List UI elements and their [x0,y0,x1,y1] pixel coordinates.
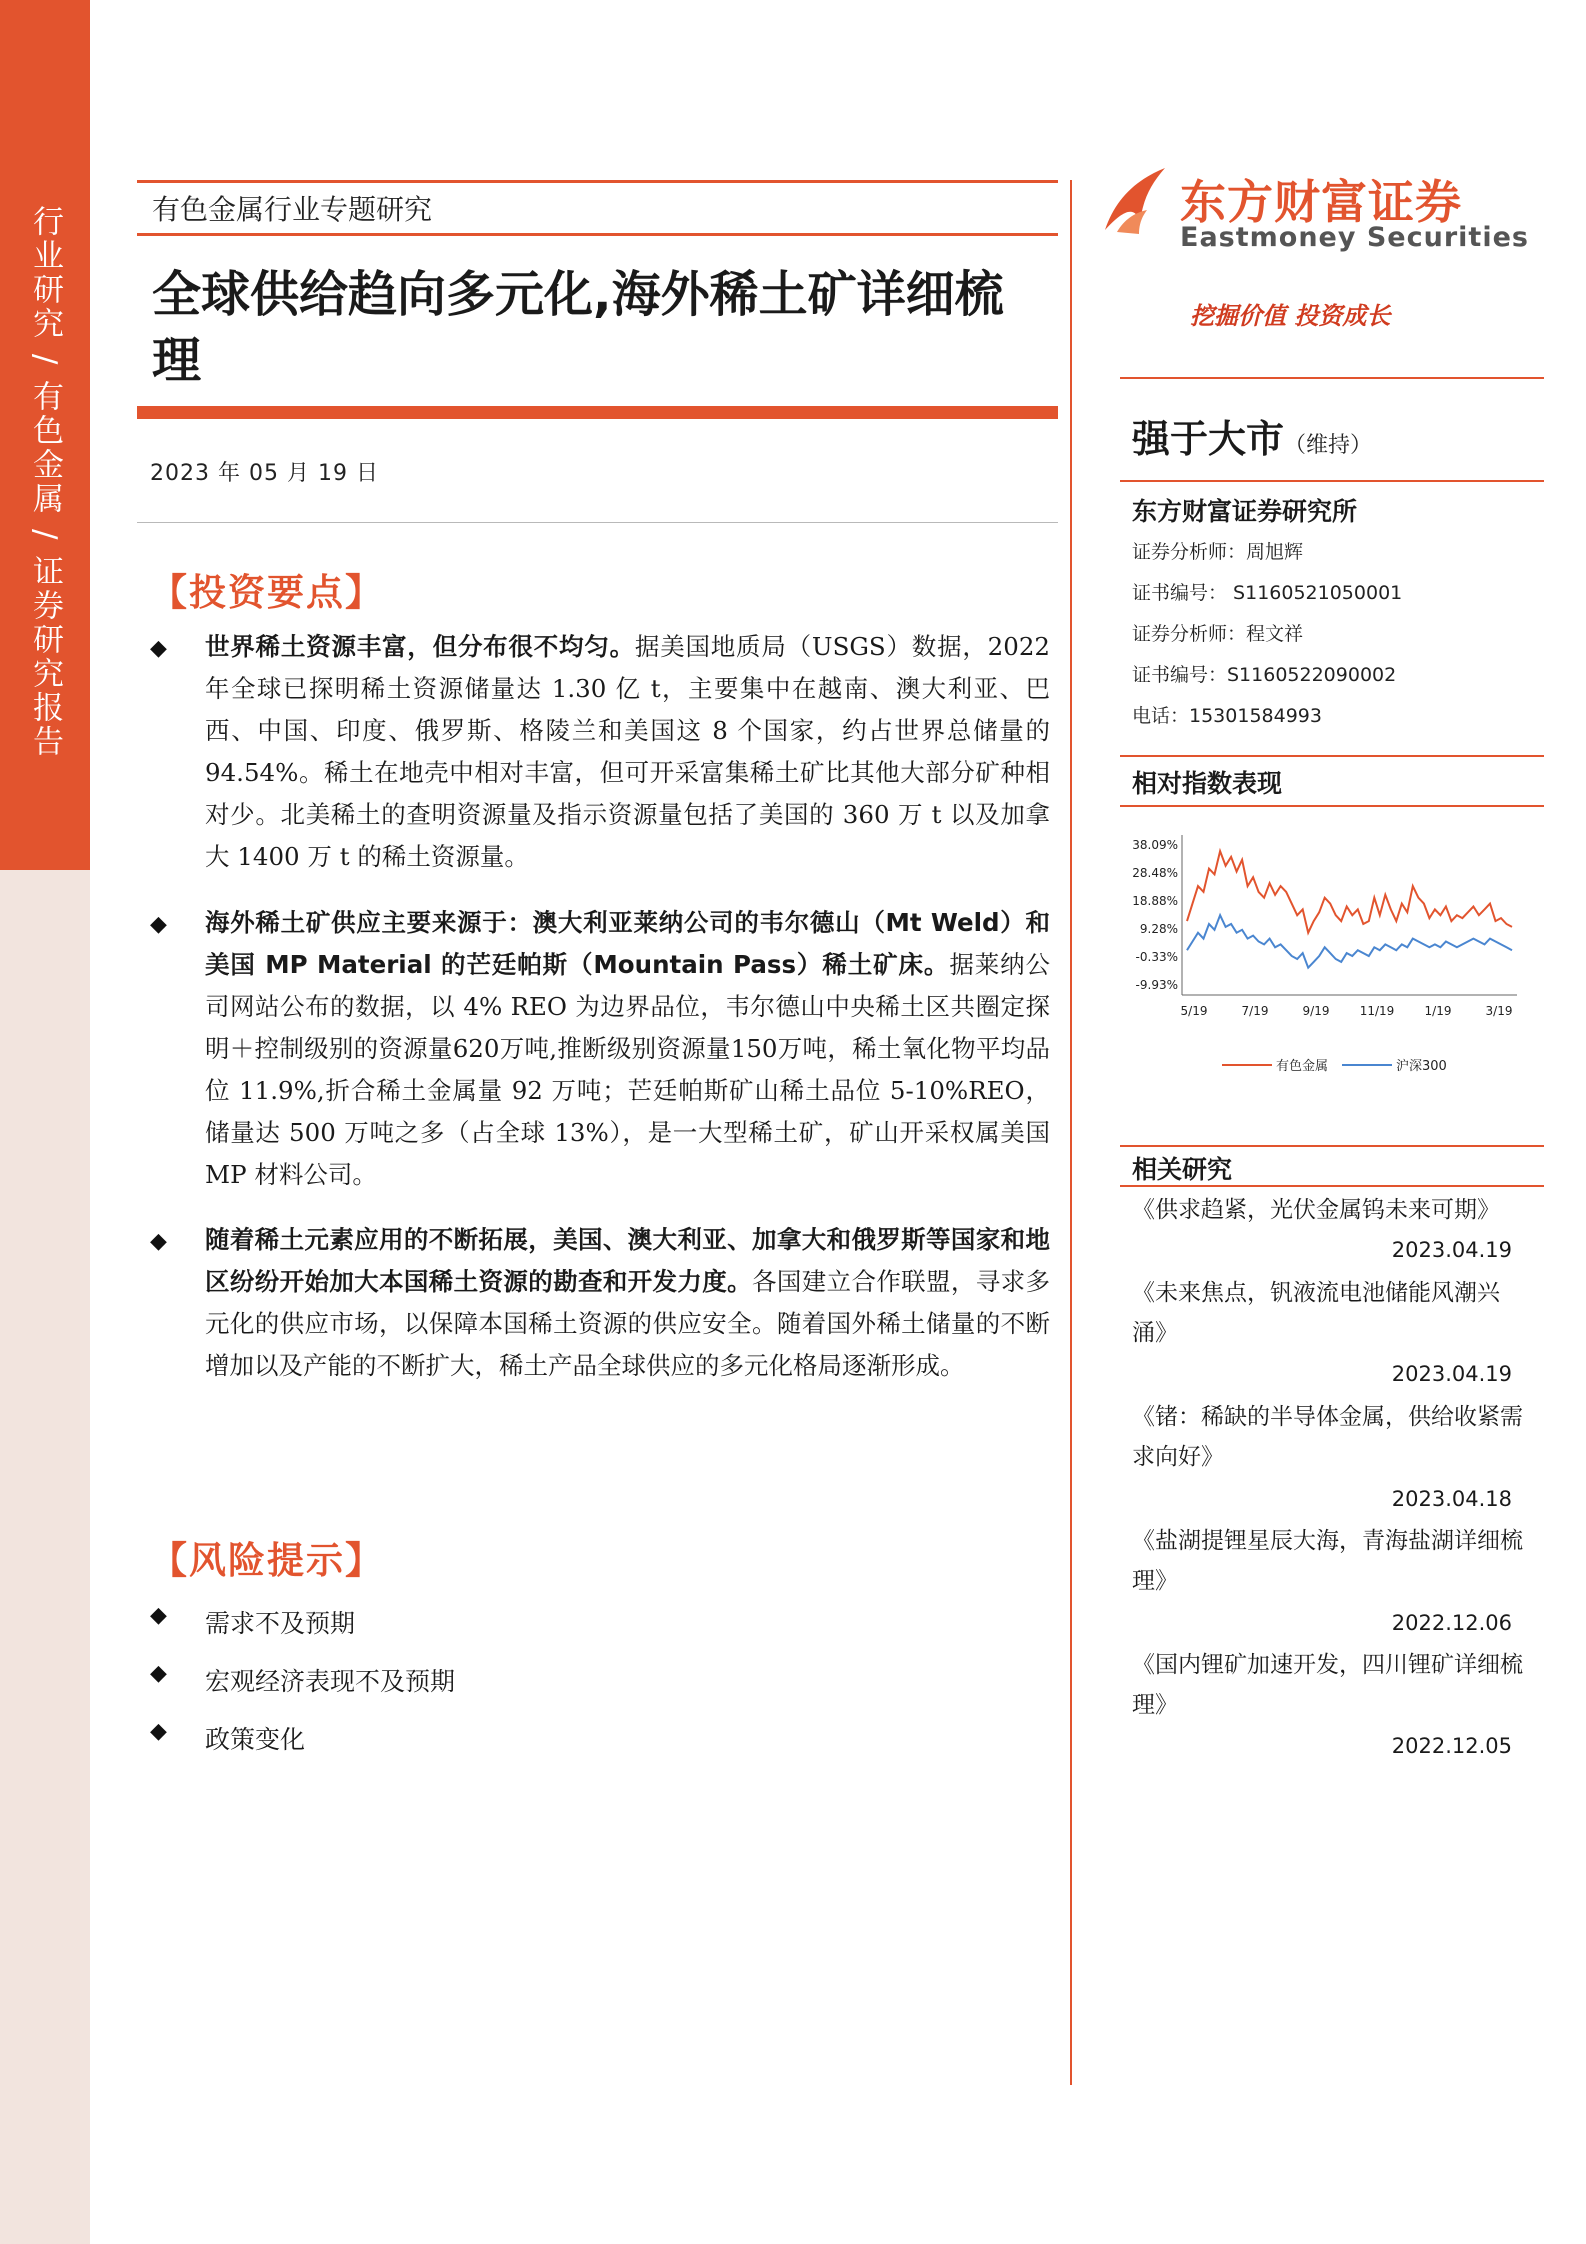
investment-point-2 [205,902,1050,1196]
brand-name-cn: 东方财富证券 [1180,175,1462,229]
diamond-bullet-icon: ◆ [150,636,167,661]
diamond-bullet-icon: ◆ [150,1661,167,1686]
analyst-line: 电话：15301584993 [1132,705,1322,727]
side-strip-light [0,870,90,2244]
right-rule [1120,480,1544,482]
series-line-有色金属 [1187,851,1512,933]
date-rule [137,522,1058,523]
brand-slogan: 挖掘价值 投资成长 [1190,302,1391,330]
right-rule [1120,755,1544,757]
y-tick-label: -9.93% [1135,978,1178,992]
diamond-bullet-icon: ◆ [150,1719,167,1744]
legend-label: 有色金属 [1276,1059,1329,1074]
brand-logo-icon [1095,160,1175,240]
risk-item: 需求不及预期 [205,1609,356,1638]
related-item-date: 2022.12.05 [1391,1734,1512,1758]
risk-item: 政策变化 [205,1725,306,1754]
chart-section-title: 相对指数表现 [1132,769,1283,798]
rating-value: 强于大市 [1132,417,1285,461]
institute-name: 东方财富证券研究所 [1132,497,1358,526]
y-tick-label: 18.88% [1132,894,1178,908]
investment-point-1 [205,626,1050,878]
point-3-body: 各国建立合作联盟，寻求多元化的供应市场，以保障本国稀土资源的供应安全。随着国外稀土储量的不断增加以及产能的不断扩大，稀土产品全球供应的多元化格局逐渐形成。 [205,1267,1050,1380]
x-tick-label: 3/19 [1485,1004,1513,1018]
column-divider [1070,180,1072,2085]
point-3-headline: 随着稀土元素应用的不断拓展，美国、澳大利亚、加拿大和俄罗斯等国家和地区纷纷开始加大本国稀土资源的勘查和开发力度。 [205,1225,1050,1296]
x-tick-label: 9/19 [1302,1004,1330,1018]
page-title: 全球供给趋向多元化,海外稀土矿详细梳理 [152,266,1004,389]
x-tick-label: 7/19 [1241,1004,1269,1018]
related-item-date: 2022.12.06 [1391,1611,1512,1635]
point-2-headline: 海外稀土矿供应主要来源于：澳大利亚莱纳公司的韦尔德山（Mt Weld）和美国 MP Material 的芒廷帕斯（Mountain Pass）稀土矿床。 [205,908,1050,979]
title-underline-bar [137,406,1058,419]
diamond-bullet-icon: ◆ [150,1603,167,1628]
x-tick-label: 5/19 [1180,1004,1208,1018]
related-item-title[interactable]: 《国内锂矿加速开发，四川锂矿详细梳理》 [1132,1652,1523,1718]
y-tick-label: -0.33% [1135,950,1178,964]
header-mid-rule [137,233,1058,236]
side-category-text: 行业研究 / 有色金属 / 证券研究报告 [27,205,63,760]
right-rule [1120,377,1544,379]
point-2-body: 据莱纳公司网站公布的数据，以 4% REO 为边界品位，韦尔德山中央稀土区共圈定探明＋控制级别的资源量620万吨,推断级别资源量150万吨，稀土氧化物平均品位 11.9%,折合稀土金属量 92 万吨；芒廷帕斯矿山稀土品位 5-10%REO，储量达 500 万吨之多（占全球 13%），是一大型稀土矿，矿山开采权属美国 MP 材料公司。 [205,950,1050,1189]
report-date: 2023 年 05 月 19 日 [150,461,379,486]
x-tick-label: 11/19 [1359,1004,1395,1018]
related-item-title[interactable]: 《供求趋紧，光伏金属钨未来可期》 [1132,1197,1500,1223]
analyst-line: 证书编号：S1160522090002 [1132,664,1397,686]
rating-note: （维持） [1284,433,1373,458]
y-tick-label: 9.28% [1139,922,1178,936]
point-1-headline: 世界稀土资源丰富，但分布很不均匀。 [205,632,635,661]
rating-label [1132,408,1372,463]
risk-section-title: 【风险提示】 [150,1539,384,1582]
right-rule [1120,1185,1544,1187]
legend-label: 沪深300 [1396,1059,1447,1074]
analyst-line: 证书编号： S1160521050001 [1132,582,1403,604]
series-line-沪深300 [1187,915,1512,968]
related-item-title[interactable]: 《锗：稀缺的半导体金属，供给收紧需求向好》 [1132,1404,1523,1470]
right-rule [1120,805,1544,807]
y-tick-label: 38.09% [1132,838,1178,852]
diamond-bullet-icon: ◆ [150,1229,167,1254]
relative-index-chart [1122,825,1542,1085]
y-tick-label: 28.48% [1132,866,1178,880]
related-section-title: 相关研究 [1132,1155,1233,1184]
report-category: 有色金属行业专题研究 [152,193,433,226]
analyst-line: 证券分析师：周旭辉 [1132,541,1304,563]
related-item-title[interactable]: 《未来焦点，钒液流电池储能风潮兴涌》 [1132,1280,1500,1346]
right-rule [1120,1145,1544,1147]
related-item-title[interactable]: 《盐湖提锂星辰大海，青海盐湖详细梳理》 [1132,1528,1523,1594]
investment-point-3 [205,1219,1050,1387]
header-top-rule [137,180,1058,183]
x-tick-label: 1/19 [1424,1004,1452,1018]
investment-section-title: 【投资要点】 [150,571,384,614]
related-item-date: 2023.04.19 [1391,1238,1512,1262]
point-1-body: 据美国地质局（USGS）数据，2022 年全球已探明稀土资源储量达 1.30 亿 t，主要集中在越南、澳大利亚、巴西、中国、印度、俄罗斯、格陵兰和美国这 8 个国家，约占世界总储量的 94.54%。稀土在地壳中相对丰富，但可开采富集稀土矿比其他大部分矿种相对少。北美稀土的查明资源量及指示资源量包括了美国的 360 万 t 以及加拿大 1400 万 t 的稀土资源量。 [205,632,1051,871]
related-item-date: 2023.04.18 [1391,1487,1512,1511]
diamond-bullet-icon: ◆ [150,912,167,937]
brand-name-en: Eastmoney Securities [1180,222,1529,253]
analyst-line: 证券分析师：程文祥 [1132,623,1304,645]
risk-item: 宏观经济表现不及预期 [205,1667,456,1696]
related-item-date: 2023.04.19 [1391,1362,1512,1386]
